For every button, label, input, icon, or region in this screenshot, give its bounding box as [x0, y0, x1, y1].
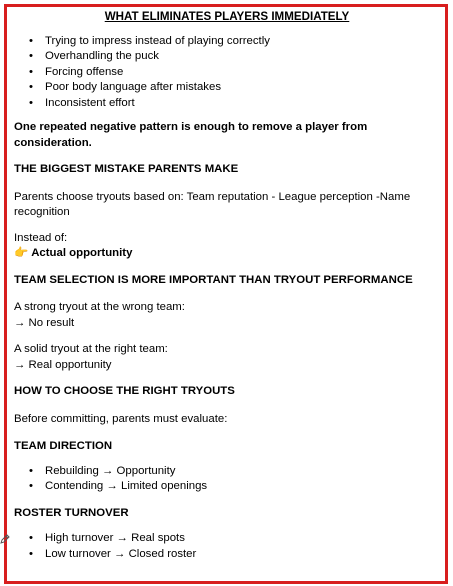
document-content: [14, 9, 440, 562]
list-item: • Trying to impress instead of playing correctly: [14, 34, 440, 50]
mistake-heading: THE BIGGEST MISTAKE PARENTS MAKE: [14, 163, 239, 175]
list-item: • Overhandling the puck: [14, 49, 440, 65]
choose-text: Before committing, parents must evaluate:: [14, 412, 228, 425]
solid-tryout-result: → Real opportunity: [14, 358, 112, 371]
direction-heading: TEAM DIRECTION: [14, 440, 113, 452]
list-item: • Contending → Limited openings: [14, 479, 440, 495]
roster-list: [14, 531, 440, 562]
list-item: • Inconsistent effort: [14, 96, 440, 112]
direction-list: [14, 464, 440, 495]
strong-tryout-result: → No result: [14, 316, 75, 329]
list-item: • Forcing offense: [14, 65, 440, 81]
mistake-text: Parents choose tryouts based on: Team reputation - League perception -Name recognition: [14, 190, 411, 218]
page-title: WHAT ELIMINATES PLAYERS IMMEDIATELY: [104, 10, 350, 23]
instead-value: Actual opportunity: [31, 247, 133, 259]
edit-pencil-icon[interactable]: [0, 533, 11, 545]
negative-pattern-text: One repeated negative pattern is enough to remove a player from consideration.: [14, 121, 368, 149]
strong-tryout-line: A strong tryout at the wrong team:: [14, 301, 185, 313]
list-item: • High turnover → Real spots: [14, 531, 440, 547]
roster-heading: ROSTER TURNOVER: [14, 506, 129, 519]
choose-heading: HOW TO CHOOSE THE RIGHT TRYOUTS: [14, 385, 235, 397]
pointing-hand-icon: 👉: [14, 247, 29, 259]
selection-heading: TEAM SELECTION IS MORE IMPORTANT THAN TRYOUT PERFORMANCE: [14, 273, 413, 286]
list-item: • Low turnover → Closed roster: [14, 547, 440, 563]
list-item: • Rebuilding → Opportunity: [14, 464, 440, 480]
eliminate-list: [14, 34, 440, 112]
instead-label: Instead of:: [14, 231, 68, 244]
instead-line: [14, 246, 440, 262]
list-item: • Poor body language after mistakes: [14, 80, 440, 96]
solid-tryout-line: A solid tryout at the right team:: [14, 343, 168, 355]
